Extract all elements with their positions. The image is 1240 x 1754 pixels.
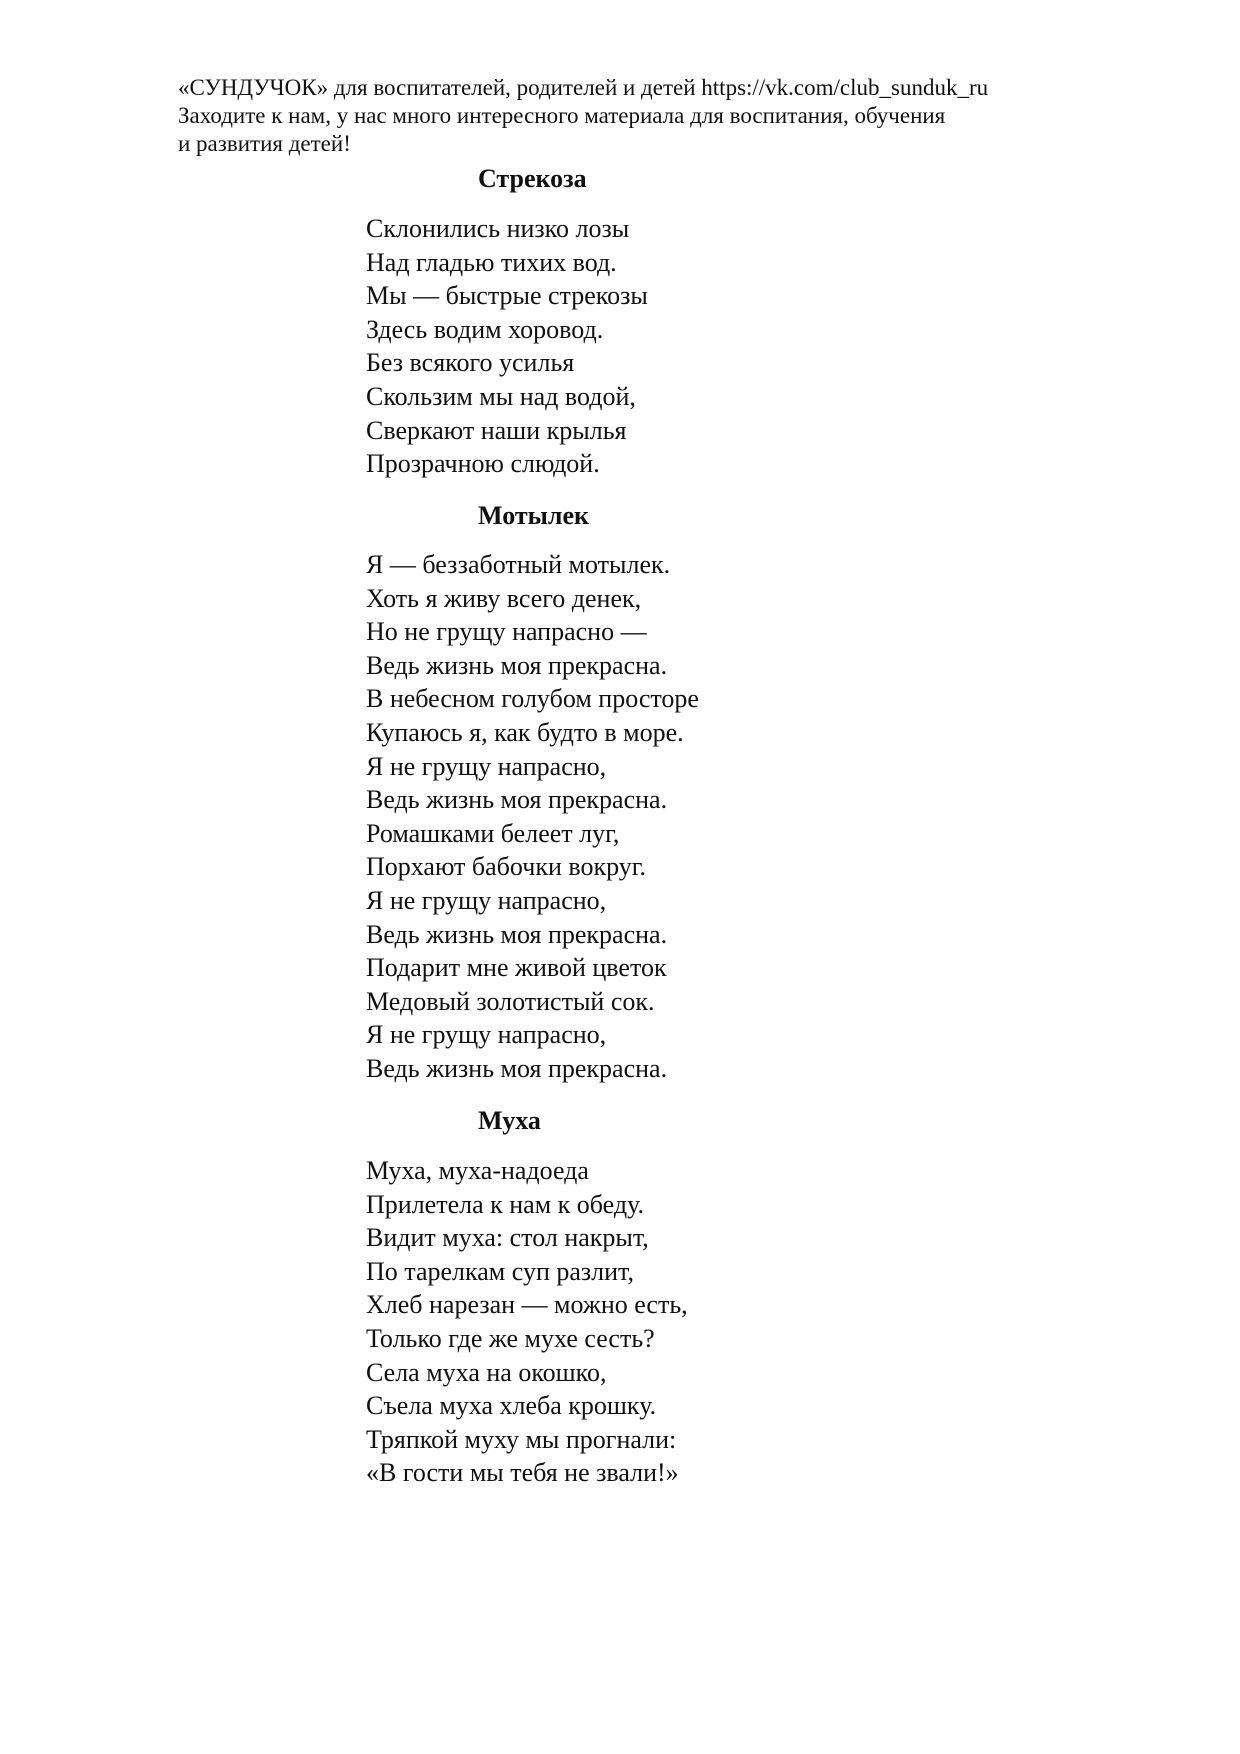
poem-line: Здесь водим хоровод. xyxy=(366,314,604,344)
poem-line: Я не грущу напрасно, xyxy=(366,751,607,781)
page-header xyxy=(178,74,1118,158)
poem-line: Прилетела к нам к обеду. xyxy=(366,1189,645,1219)
poem-line: Медовый золотистый сок. xyxy=(366,986,655,1016)
poem-line: Муха, муха-надоеда xyxy=(366,1156,589,1185)
poem-line: Сверкают наши крылья xyxy=(366,415,627,445)
poem-title-fly: Муха xyxy=(478,1106,541,1135)
poem-line: Съела муха хлеба крошку. xyxy=(366,1391,657,1421)
poem-line: Ведь жизнь моя прекрасна. xyxy=(366,650,668,680)
poem-line: Но не грущу напрасно — xyxy=(366,617,647,647)
poem-line: Скользим мы над водой, xyxy=(366,381,636,411)
poem-line: Тряпкой муху мы прогнали: xyxy=(366,1424,677,1454)
poem-line: Порхают бабочки вокруг. xyxy=(366,852,646,882)
poem-line: Над гладью тихих вод. xyxy=(366,247,617,277)
poem-line: Склонились низко лозы xyxy=(366,214,630,243)
poem-line: Села муха на окошко, xyxy=(366,1357,607,1387)
poem-line: Только где же мухе сесть? xyxy=(366,1323,655,1353)
header-line-2: Заходите к нам, у нас много интересного материала для воспитания, обучения xyxy=(178,103,946,128)
poem-line: Без всякого усилья xyxy=(366,348,575,378)
poem-line: В небесном голубом просторе xyxy=(366,684,699,714)
poem-line: Ромашками белеет луг, xyxy=(366,818,620,848)
poem-title-dragonfly: Стрекоза xyxy=(478,164,587,193)
poem-lines-dragonfly xyxy=(366,212,648,481)
poem-title-moth: Мотылек xyxy=(478,501,590,530)
poem-line: Купаюсь я, как будто в море. xyxy=(366,717,684,747)
poem-line: Видит муха: стол накрыт, xyxy=(366,1223,649,1253)
poem-line: Мы — быстрые стрекозы xyxy=(366,281,648,311)
poem-lines-fly xyxy=(366,1154,688,1490)
poem-line: Ведь жизнь моя прекрасна. xyxy=(366,1053,668,1083)
poem-line: Хлеб нарезан — можно есть, xyxy=(366,1290,688,1320)
header-line-3: и развития детей! xyxy=(178,131,351,156)
poem-line: Я не грущу напрасно, xyxy=(366,885,607,915)
poem-line: По тарелкам суп разлит, xyxy=(366,1256,634,1286)
poem-line: Я — беззаботный мотылек. xyxy=(366,550,671,579)
poem-line: Ведь жизнь моя прекрасна. xyxy=(366,785,668,815)
poem-line: Прозрачною слюдой. xyxy=(366,449,600,479)
poem-line: Ведь жизнь моя прекрасна. xyxy=(366,919,668,949)
poem-line: Подарит мне живой цветок xyxy=(366,953,667,983)
poem-line: Хоть я живу всего денек, xyxy=(366,583,642,613)
header-line-1: «СУНДУЧОК» для воспитателей, родителей и детей https://vk.com/club_sunduk_ru xyxy=(178,75,989,100)
poem-line: «В гости мы тебя не звали!» xyxy=(366,1458,679,1488)
poem-line: Я не грущу напрасно, xyxy=(366,1020,607,1050)
poem-lines-moth xyxy=(366,548,699,1086)
